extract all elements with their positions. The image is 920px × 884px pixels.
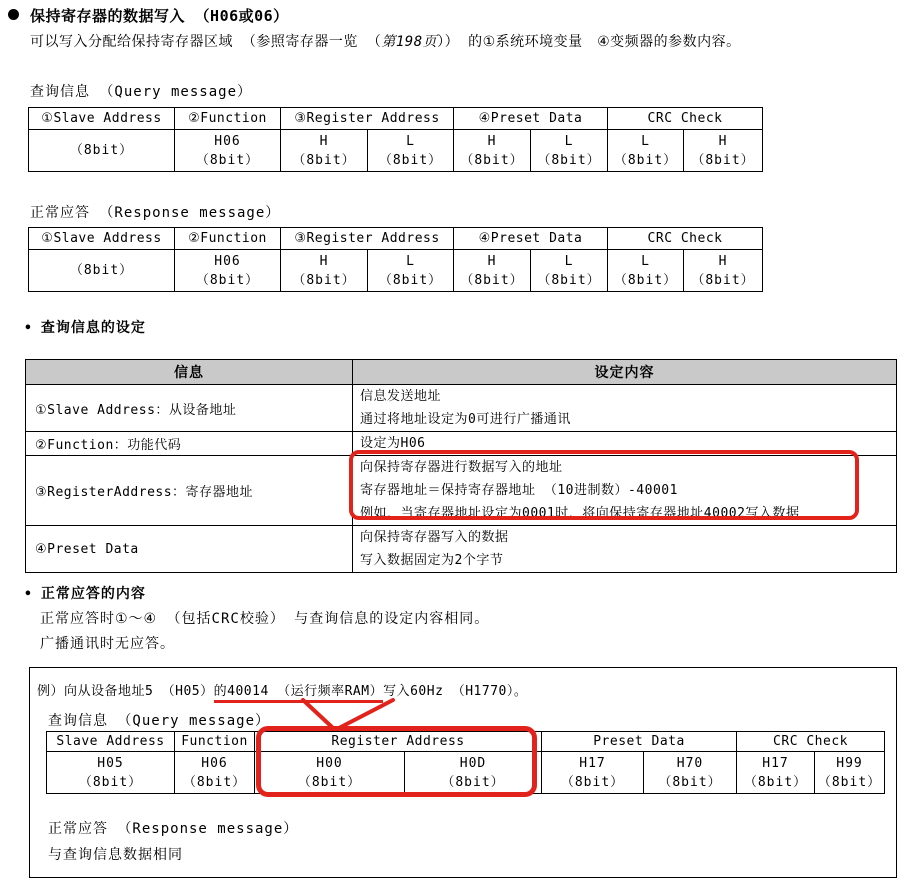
settings-content-cell <box>353 526 897 573</box>
settings-info-cell: ④Preset Data <box>26 526 353 573</box>
example-query-caption: 查询信息 （Query message） <box>48 713 271 729</box>
byte-cell-line: （8bit） <box>195 272 260 288</box>
byte-cell-line: H70 <box>676 755 704 771</box>
byte-cell <box>47 752 175 794</box>
column-header: ①Slave Address <box>29 108 175 130</box>
byte-cell <box>454 250 531 292</box>
column-header: ④Preset Data <box>454 108 608 130</box>
settings-content-line: 例如，当寄存器地址设定为0001时，将向保持寄存器地址40002写入数据 <box>360 506 800 521</box>
settings-info-cell: ①Slave Address：从设备地址 <box>26 385 353 432</box>
byte-cell-line: （8bit） <box>613 152 678 168</box>
column-header: 信息 <box>26 360 353 385</box>
column-header: 设定内容 <box>353 360 897 385</box>
settings-content-line: 向保持寄存器进行数据写入的地址 <box>360 460 563 475</box>
normal-response-line-1: 正常应答时①～④ （包括CRC校验） 与查询信息的设定内容相同。 <box>40 611 490 627</box>
byte-cell <box>368 130 454 172</box>
query-settings-title <box>24 317 146 337</box>
example-marked-register: 的40014 （运行频率RAM） <box>214 684 383 703</box>
settings-content-cell <box>353 432 897 456</box>
byte-cell-line: （8bit） <box>560 774 625 790</box>
byte-cell <box>542 752 644 794</box>
byte-cell-line: （8bit） <box>69 143 134 158</box>
column-header: ④Preset Data <box>454 228 608 250</box>
byte-cell <box>405 752 542 794</box>
settings-info-cell: ②Function：功能代码 <box>26 432 353 456</box>
byte-cell-line: H00 <box>316 755 343 771</box>
byte-cell-line: H <box>319 133 329 149</box>
byte-cell-line: （8bit） <box>378 152 443 168</box>
intro-post: ）） 的①系统环境变量 ④变频器的参数内容。 <box>437 34 741 50</box>
settings-content-cell <box>353 456 897 526</box>
normal-response-line-2: 广播通讯时无应答。 <box>40 636 175 652</box>
byte-cell <box>175 250 281 292</box>
byte-cell-line: H05 <box>97 755 124 771</box>
byte-cell <box>644 752 737 794</box>
byte-cell <box>531 250 608 292</box>
byte-cell <box>684 130 763 172</box>
byte-cell-line: （8bit） <box>292 272 356 288</box>
data-row <box>29 250 763 292</box>
byte-cell <box>737 752 815 794</box>
settings-content-line: 寄存器地址＝保持寄存器地址 （10进制数）-40001 <box>360 483 678 498</box>
settings-row <box>26 456 897 526</box>
example-box <box>29 667 897 878</box>
byte-cell <box>175 752 255 794</box>
byte-cell-line: L <box>641 133 650 149</box>
example-response-note: 与查询信息数据相同 <box>48 847 183 863</box>
byte-cell <box>684 250 763 292</box>
byte-cell-line: （8bit） <box>691 152 755 168</box>
query-settings-title-text: 查询信息的设定 <box>40 320 146 336</box>
normal-response-title-text: 正常应答的内容 <box>40 586 146 602</box>
column-header: ②Function <box>175 108 281 130</box>
byte-cell-line: （8bit） <box>182 774 247 790</box>
byte-cell-line: （8bit） <box>817 774 882 790</box>
settings-content-line: 通过将地址设定为0可进行广播通讯 <box>360 412 571 427</box>
sub-bullet-icon: • <box>24 321 33 336</box>
byte-cell-line: （8bit） <box>537 152 601 168</box>
byte-cell-line: （8bit） <box>460 272 524 288</box>
column-header: Slave Address <box>47 732 175 752</box>
response-message-table <box>28 227 763 292</box>
byte-cell-line: H06 <box>214 253 241 269</box>
normal-response-title <box>24 583 146 603</box>
byte-cell <box>29 250 175 292</box>
byte-cell-line: L <box>564 133 574 149</box>
byte-cell-line: （8bit） <box>78 774 143 790</box>
byte-cell-line: L <box>564 253 574 269</box>
byte-cell-line: H06 <box>214 133 241 149</box>
column-header: ②Function <box>175 228 281 250</box>
byte-cell-line: （8bit） <box>69 263 134 278</box>
byte-cell-line: （8bit） <box>658 774 722 790</box>
settings-content-line: 信息发送地址 <box>360 389 442 404</box>
byte-cell <box>368 250 454 292</box>
column-header: CRC Check <box>608 228 763 250</box>
query-message-caption: 查询信息 （Query message） <box>30 84 253 100</box>
settings-content-line: 向保持寄存器写入的数据 <box>360 530 509 545</box>
byte-cell <box>531 130 608 172</box>
byte-cell-line: （8bit） <box>537 272 601 288</box>
byte-cell-line: H06 <box>201 755 228 771</box>
byte-cell-line: H17 <box>762 755 789 771</box>
byte-cell-line: （8bit） <box>195 152 260 168</box>
query-settings-table <box>25 359 897 573</box>
byte-cell-line: （8bit） <box>691 272 755 288</box>
byte-cell-line: L <box>406 253 415 269</box>
column-header: Preset Data <box>542 732 737 752</box>
byte-cell-line: （8bit） <box>460 152 524 168</box>
settings-content-line: 设定为H06 <box>360 436 426 451</box>
byte-cell-line: L <box>641 253 650 269</box>
byte-cell-line: （8bit） <box>441 774 505 790</box>
column-header: Function <box>175 732 255 752</box>
section-bullet-icon <box>8 9 19 20</box>
intro-pre: 可以写入分配给保持寄存器区域 （参照寄存器一览 （ <box>30 34 382 50</box>
byte-cell <box>281 130 368 172</box>
data-row <box>29 130 763 172</box>
page-title: 保持寄存器的数据写入 （H06或06） <box>30 7 289 25</box>
byte-cell-line: H0D <box>459 755 487 771</box>
example-query-table <box>46 731 885 794</box>
byte-cell <box>608 130 684 172</box>
intro-text <box>30 31 741 51</box>
byte-cell-line: （8bit） <box>297 774 362 790</box>
byte-cell-line: H <box>487 253 497 269</box>
header-row <box>47 732 885 752</box>
header-row <box>29 108 763 130</box>
byte-cell <box>454 130 531 172</box>
column-header: CRC Check <box>737 732 885 752</box>
byte-cell <box>29 130 175 172</box>
byte-cell-line: （8bit） <box>743 774 808 790</box>
settings-content-cell <box>353 385 897 432</box>
byte-cell-line: （8bit） <box>613 272 678 288</box>
example-line <box>37 680 527 699</box>
byte-cell-line: H17 <box>579 755 606 771</box>
column-header: CRC Check <box>608 108 763 130</box>
example-response-caption: 正常应答 （Response message） <box>48 821 299 837</box>
byte-cell-line: H <box>718 133 728 149</box>
byte-cell-line: （8bit） <box>378 272 443 288</box>
header-row <box>26 360 897 385</box>
query-message-table <box>28 107 763 172</box>
header-row <box>29 228 763 250</box>
sub-bullet-icon: • <box>24 587 33 602</box>
example-post: 写入60Hz （H1770）。 <box>383 684 528 699</box>
byte-cell-line: H <box>319 253 329 269</box>
settings-row <box>26 432 897 456</box>
column-header: ①Slave Address <box>29 228 175 250</box>
settings-row <box>26 526 897 573</box>
response-message-caption: 正常应答 （Response message） <box>30 205 281 221</box>
column-header: Register Address <box>255 732 542 752</box>
byte-cell-line: （8bit） <box>292 152 356 168</box>
byte-cell <box>608 250 684 292</box>
byte-cell-line: H99 <box>836 755 863 771</box>
byte-cell-line: L <box>406 133 415 149</box>
byte-cell-line: H <box>487 133 497 149</box>
settings-content-line: 写入数据固定为2个字节 <box>360 553 504 568</box>
example-pre: 例）向从设备地址5 （H05） <box>37 684 214 699</box>
byte-cell <box>255 752 405 794</box>
data-row <box>47 752 885 794</box>
column-header: ③Register Address <box>281 228 454 250</box>
byte-cell <box>815 752 885 794</box>
byte-cell <box>281 250 368 292</box>
intro-page-reference: 第198页 <box>381 34 438 50</box>
column-header: ③Register Address <box>281 108 454 130</box>
settings-row <box>26 385 897 432</box>
settings-info-cell: ③RegisterAddress：寄存器地址 <box>26 456 353 526</box>
byte-cell-line: H <box>718 253 728 269</box>
byte-cell <box>175 130 281 172</box>
